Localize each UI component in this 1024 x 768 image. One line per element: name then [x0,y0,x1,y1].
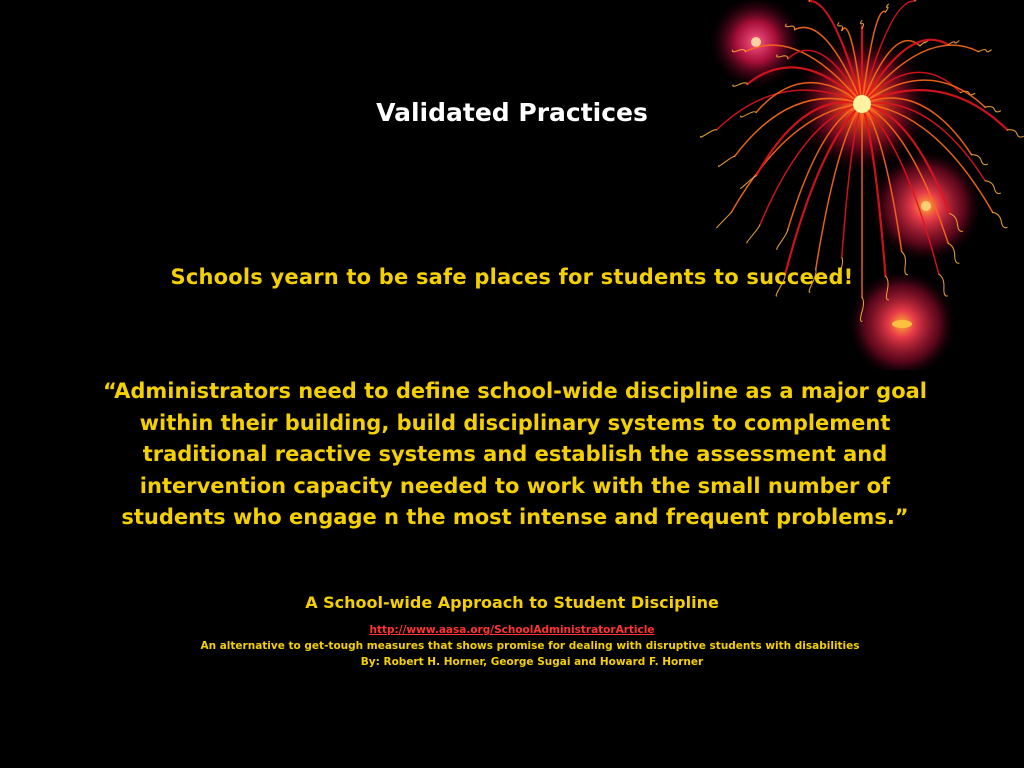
firework-spark [700,130,716,137]
source-link[interactable]: http://www.aasa.org/SchoolAdministratorArticle [369,624,655,636]
firework-spark [948,41,959,45]
slide-title: Validated Practices [376,98,648,127]
source-authors: By: Robert H. Horner, George Sugai and Howard F. Horner [360,656,704,668]
firework-spark [979,50,992,52]
tagline: Schools yearn to be safe places for students to succeed! [170,265,854,289]
firework-spark [886,4,889,12]
firework-spark [777,229,788,249]
quote-text: “Administrators need to define school-wide discipline as a major goal within their building, build disciplinary systems to complement traditional reactive systems and establish the assessment and intervention capacity needed to work with the small number of students who engage n the most intense and frequent problems.” [102,379,927,529]
firework-spark [747,225,760,243]
source-title: A School-wide Approach to Student Discipline [305,593,719,612]
firework-spark [741,176,757,189]
firework-spark [718,156,734,166]
firework-spark [915,0,921,1]
firework-spark [985,181,1000,194]
firework-spark [838,23,843,31]
source-link-row [0,624,1024,636]
firework-spark [993,212,1007,227]
firework-burst-icon [690,0,1024,370]
source-subtitle: An alternative to get-tough measures that shows promise for dealing with disruptive students with disabilities [200,640,860,652]
firework-spark [1007,130,1023,137]
firework-spark [717,212,732,227]
